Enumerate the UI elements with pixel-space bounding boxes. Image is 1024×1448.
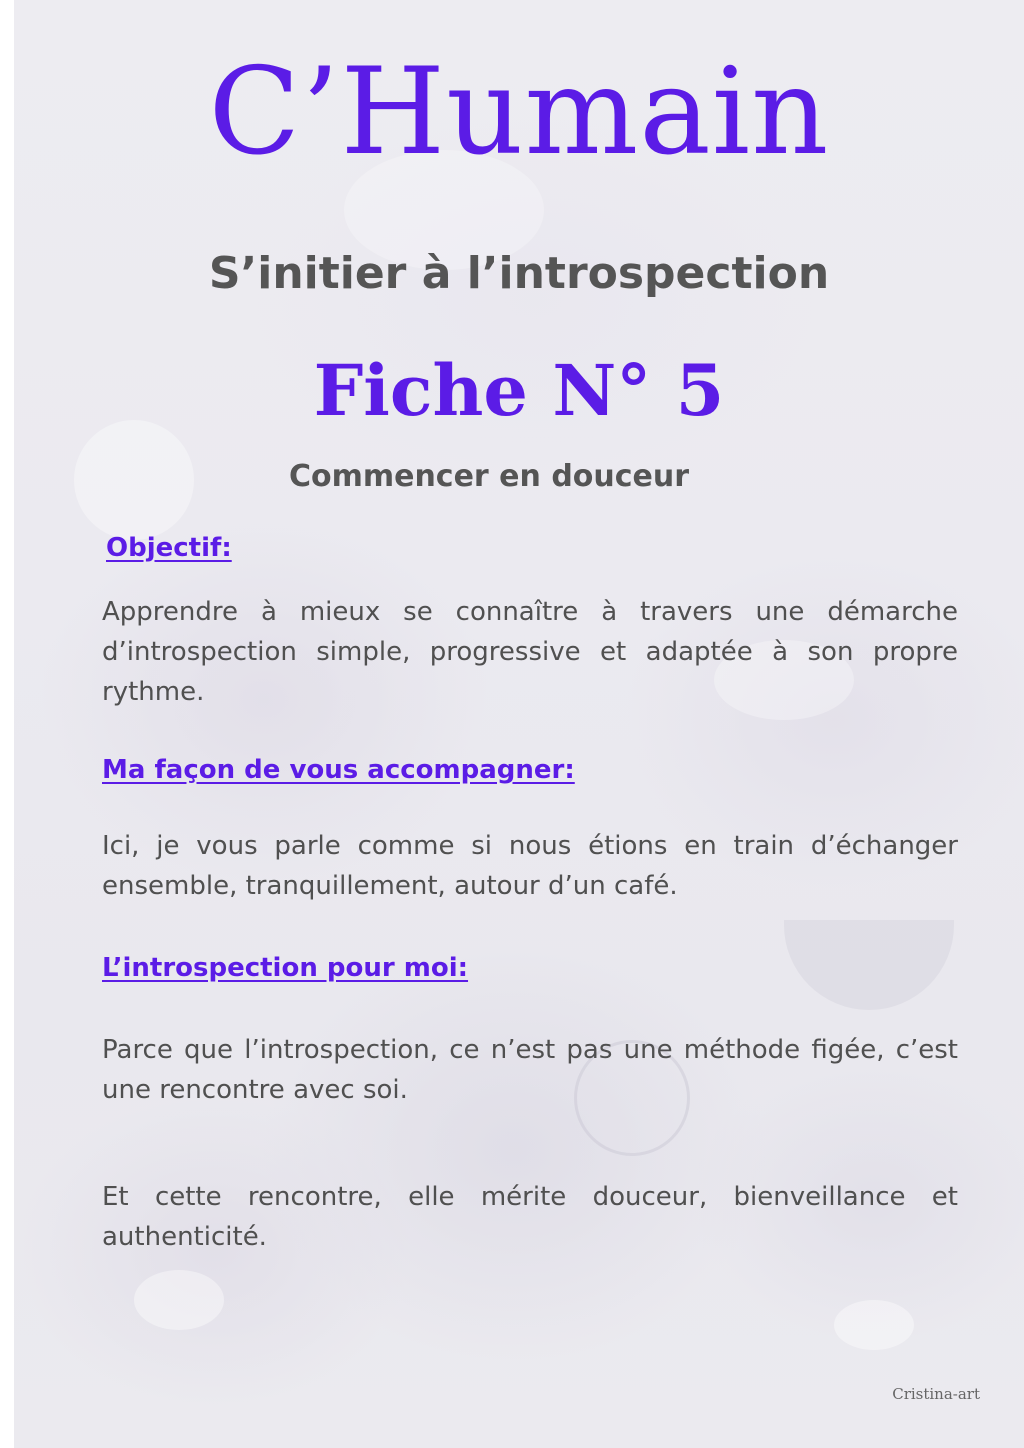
fiche-number: Fiche N° 5: [313, 349, 725, 432]
section-heading-introspection: L’introspection pour moi:: [102, 953, 469, 983]
section-text-accompagnement: Ici, je vous parle comme si nous étions en train d’échanger ensemble, tranquillement, autour d’un café.: [102, 831, 958, 901]
background-illustration: [834, 1300, 914, 1350]
artist-signature: Cristina-art: [892, 1385, 980, 1403]
tagline: Commencer en douceur: [288, 459, 690, 494]
section-heading-accompagnement: Ma façon de vous accompagner:: [102, 755, 575, 785]
section-heading-objectif: Objectif:: [106, 533, 232, 563]
document-title: C’Humain: [208, 43, 830, 182]
section-text-introspection-1: Parce que l’introspection, ce n’est pas une méthode figée, c’est une rencontre avec soi.: [102, 1035, 958, 1105]
section-text-objectif: Apprendre à mieux se connaître à travers une démarche d’introspection simple, progressive et adaptée à son propre rythme.: [102, 597, 958, 707]
document-subtitle: S’initier à l’introspection: [208, 248, 830, 299]
background-illustration: [784, 920, 954, 1010]
background-illustration: [134, 1270, 224, 1330]
section-text-introspection-2: Et cette rencontre, elle mérite douceur, bienveillance et authenticité.: [102, 1182, 958, 1252]
document-page: [14, 0, 1024, 1448]
